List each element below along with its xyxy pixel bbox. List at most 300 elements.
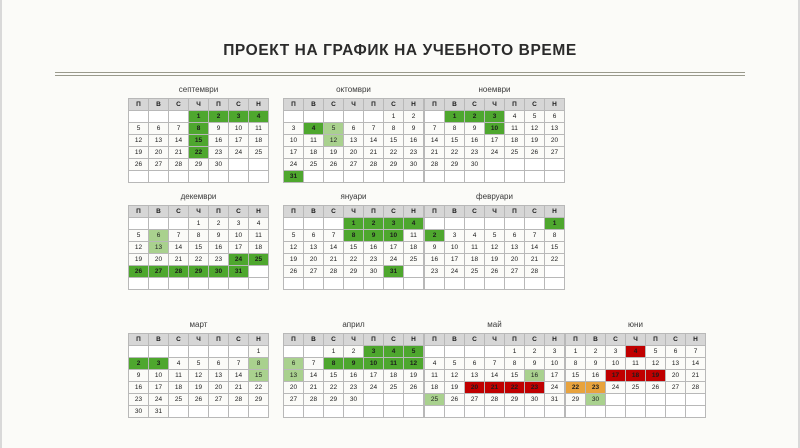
day-cell[interactable]: 25 [169,394,189,406]
day-cell[interactable]: 11 [249,123,269,135]
day-cell[interactable]: 18 [505,135,525,147]
day-cell[interactable]: 28 [169,266,189,278]
day-cell[interactable]: 8 [505,358,525,370]
day-cell[interactable]: 19 [404,370,424,382]
day-cell[interactable]: 22 [189,147,209,159]
day-cell[interactable]: 22 [344,254,364,266]
day-cell[interactable]: 27 [465,394,485,406]
day-cell[interactable]: 5 [324,123,344,135]
day-cell[interactable]: 2 [129,358,149,370]
day-cell[interactable]: 19 [485,254,505,266]
day-cell[interactable]: 7 [485,358,505,370]
day-cell[interactable]: 11 [404,230,424,242]
day-cell[interactable]: 28 [485,394,505,406]
day-cell[interactable]: 5 [445,358,465,370]
day-cell[interactable]: 22 [384,147,404,159]
day-cell[interactable]: 14 [485,370,505,382]
day-cell[interactable]: 15 [189,242,209,254]
day-cell[interactable]: 7 [525,230,545,242]
day-cell[interactable]: 19 [525,135,545,147]
day-cell[interactable]: 25 [505,147,525,159]
day-cell[interactable]: 5 [646,346,666,358]
day-cell[interactable]: 23 [465,147,485,159]
day-cell[interactable]: 10 [384,230,404,242]
day-cell[interactable]: 3 [149,358,169,370]
day-cell[interactable]: 17 [149,382,169,394]
day-cell[interactable]: 23 [129,394,149,406]
day-cell[interactable]: 20 [209,382,229,394]
day-cell[interactable]: 21 [525,254,545,266]
day-cell[interactable]: 8 [545,230,565,242]
day-cell[interactable]: 15 [324,370,344,382]
day-cell[interactable]: 24 [606,382,626,394]
day-cell[interactable]: 7 [425,123,445,135]
day-cell[interactable]: 1 [189,218,209,230]
day-cell[interactable]: 25 [425,394,445,406]
day-cell[interactable]: 30 [364,266,384,278]
day-cell[interactable]: 28 [364,159,384,171]
day-cell[interactable]: 18 [425,382,445,394]
day-cell[interactable]: 29 [324,394,344,406]
day-cell[interactable]: 4 [304,123,324,135]
day-cell[interactable]: 14 [364,135,384,147]
day-cell[interactable]: 30 [209,159,229,171]
day-cell[interactable]: 7 [686,346,706,358]
day-cell[interactable]: 18 [626,370,646,382]
day-cell[interactable]: 16 [364,242,384,254]
day-cell[interactable]: 26 [646,382,666,394]
day-cell[interactable]: 17 [284,147,304,159]
day-cell[interactable]: 27 [209,394,229,406]
day-cell[interactable]: 14 [686,358,706,370]
day-cell[interactable]: 14 [229,370,249,382]
day-cell[interactable]: 14 [324,242,344,254]
day-cell[interactable]: 27 [149,159,169,171]
day-cell[interactable]: 22 [324,382,344,394]
day-cell[interactable]: 25 [465,266,485,278]
day-cell[interactable]: 9 [525,358,545,370]
day-cell[interactable]: 11 [304,135,324,147]
day-cell[interactable]: 6 [209,358,229,370]
day-cell[interactable]: 15 [545,242,565,254]
day-cell[interactable]: 1 [384,111,404,123]
day-cell[interactable]: 1 [189,111,209,123]
day-cell[interactable]: 25 [384,382,404,394]
day-cell[interactable]: 10 [445,242,465,254]
day-cell[interactable]: 20 [465,382,485,394]
day-cell[interactable]: 6 [304,230,324,242]
day-cell[interactable]: 31 [284,171,304,183]
day-cell[interactable]: 6 [344,123,364,135]
day-cell[interactable]: 12 [445,370,465,382]
day-cell[interactable]: 26 [129,159,149,171]
day-cell[interactable]: 11 [169,370,189,382]
day-cell[interactable]: 2 [465,111,485,123]
day-cell[interactable]: 24 [284,159,304,171]
day-cell[interactable]: 7 [324,230,344,242]
day-cell[interactable]: 22 [249,382,269,394]
day-cell[interactable]: 14 [304,370,324,382]
day-cell[interactable]: 25 [304,159,324,171]
day-cell[interactable]: 18 [249,242,269,254]
day-cell[interactable]: 10 [149,370,169,382]
day-cell[interactable]: 28 [169,159,189,171]
day-cell[interactable]: 3 [545,346,565,358]
day-cell[interactable]: 16 [465,135,485,147]
day-cell[interactable]: 11 [626,358,646,370]
day-cell[interactable]: 6 [149,230,169,242]
day-cell[interactable]: 21 [304,382,324,394]
day-cell[interactable]: 5 [189,358,209,370]
day-cell[interactable]: 13 [284,370,304,382]
day-cell[interactable]: 23 [425,266,445,278]
day-cell[interactable]: 19 [129,254,149,266]
day-cell[interactable]: 21 [364,147,384,159]
day-cell[interactable]: 10 [606,358,626,370]
day-cell[interactable]: 2 [209,111,229,123]
day-cell[interactable]: 19 [646,370,666,382]
day-cell[interactable]: 23 [404,147,424,159]
day-cell[interactable]: 15 [249,370,269,382]
day-cell[interactable]: 21 [686,370,706,382]
day-cell[interactable]: 23 [586,382,606,394]
day-cell[interactable]: 8 [189,230,209,242]
day-cell[interactable]: 12 [646,358,666,370]
day-cell[interactable]: 17 [545,370,565,382]
day-cell[interactable]: 16 [404,135,424,147]
day-cell[interactable]: 6 [545,111,565,123]
day-cell[interactable]: 2 [525,346,545,358]
day-cell[interactable]: 27 [545,147,565,159]
day-cell[interactable]: 2 [344,346,364,358]
day-cell[interactable]: 21 [229,382,249,394]
day-cell[interactable]: 16 [209,242,229,254]
day-cell[interactable]: 10 [485,123,505,135]
day-cell[interactable]: 12 [485,242,505,254]
day-cell[interactable]: 11 [249,230,269,242]
day-cell[interactable]: 16 [344,370,364,382]
day-cell[interactable]: 6 [284,358,304,370]
day-cell[interactable]: 10 [229,123,249,135]
day-cell[interactable]: 4 [465,230,485,242]
day-cell[interactable]: 26 [129,266,149,278]
day-cell[interactable]: 18 [249,135,269,147]
day-cell[interactable]: 20 [545,135,565,147]
day-cell[interactable]: 20 [149,254,169,266]
day-cell[interactable]: 13 [545,123,565,135]
day-cell[interactable]: 4 [384,346,404,358]
day-cell[interactable]: 9 [425,242,445,254]
day-cell[interactable]: 13 [666,358,686,370]
day-cell[interactable]: 14 [525,242,545,254]
day-cell[interactable]: 17 [384,242,404,254]
day-cell[interactable]: 4 [249,111,269,123]
day-cell[interactable]: 26 [189,394,209,406]
day-cell[interactable]: 29 [344,266,364,278]
day-cell[interactable]: 9 [129,370,149,382]
day-cell[interactable]: 13 [149,135,169,147]
day-cell[interactable]: 16 [129,382,149,394]
day-cell[interactable]: 3 [229,111,249,123]
day-cell[interactable]: 5 [129,230,149,242]
day-cell[interactable]: 9 [586,358,606,370]
day-cell[interactable]: 1 [545,218,565,230]
day-cell[interactable]: 12 [525,123,545,135]
day-cell[interactable]: 1 [566,346,586,358]
day-cell[interactable]: 14 [169,135,189,147]
day-cell[interactable]: 3 [384,218,404,230]
day-cell[interactable]: 7 [169,230,189,242]
day-cell[interactable]: 9 [465,123,485,135]
day-cell[interactable]: 19 [445,382,465,394]
day-cell[interactable]: 13 [149,242,169,254]
day-cell[interactable]: 4 [425,358,445,370]
day-cell[interactable]: 20 [505,254,525,266]
day-cell[interactable]: 3 [445,230,465,242]
day-cell[interactable]: 1 [344,218,364,230]
day-cell[interactable]: 29 [445,159,465,171]
day-cell[interactable]: 19 [189,382,209,394]
day-cell[interactable]: 13 [304,242,324,254]
day-cell[interactable]: 12 [324,135,344,147]
day-cell[interactable]: 2 [364,218,384,230]
day-cell[interactable]: 28 [425,159,445,171]
day-cell[interactable]: 9 [344,358,364,370]
day-cell[interactable]: 30 [344,394,364,406]
day-cell[interactable]: 1 [324,346,344,358]
day-cell[interactable]: 26 [324,159,344,171]
day-cell[interactable]: 22 [505,382,525,394]
day-cell[interactable]: 15 [344,242,364,254]
day-cell[interactable]: 29 [189,266,209,278]
day-cell[interactable]: 15 [445,135,465,147]
day-cell[interactable]: 7 [364,123,384,135]
day-cell[interactable]: 29 [189,159,209,171]
day-cell[interactable]: 17 [606,370,626,382]
day-cell[interactable]: 1 [505,346,525,358]
day-cell[interactable]: 9 [404,123,424,135]
day-cell[interactable]: 11 [384,358,404,370]
day-cell[interactable]: 3 [284,123,304,135]
day-cell[interactable]: 29 [384,159,404,171]
day-cell[interactable]: 27 [344,159,364,171]
day-cell[interactable]: 4 [169,358,189,370]
day-cell[interactable]: 30 [465,159,485,171]
day-cell[interactable]: 30 [129,406,149,418]
day-cell[interactable]: 3 [229,218,249,230]
day-cell[interactable]: 11 [425,370,445,382]
day-cell[interactable]: 23 [525,382,545,394]
day-cell[interactable]: 4 [626,346,646,358]
day-cell[interactable]: 5 [404,346,424,358]
day-cell[interactable]: 14 [425,135,445,147]
day-cell[interactable]: 27 [149,266,169,278]
day-cell[interactable]: 18 [384,370,404,382]
day-cell[interactable]: 16 [425,254,445,266]
day-cell[interactable]: 26 [485,266,505,278]
day-cell[interactable]: 8 [189,123,209,135]
day-cell[interactable]: 12 [189,370,209,382]
day-cell[interactable]: 9 [209,230,229,242]
day-cell[interactable]: 20 [284,382,304,394]
day-cell[interactable]: 10 [364,358,384,370]
day-cell[interactable]: 17 [229,242,249,254]
day-cell[interactable]: 2 [425,230,445,242]
day-cell[interactable]: 4 [404,218,424,230]
day-cell[interactable]: 26 [445,394,465,406]
day-cell[interactable]: 23 [364,254,384,266]
day-cell[interactable]: 2 [209,218,229,230]
day-cell[interactable]: 30 [209,266,229,278]
day-cell[interactable]: 11 [505,123,525,135]
day-cell[interactable]: 23 [209,147,229,159]
day-cell[interactable]: 9 [209,123,229,135]
day-cell[interactable]: 30 [586,394,606,406]
day-cell[interactable]: 28 [229,394,249,406]
day-cell[interactable]: 7 [304,358,324,370]
day-cell[interactable]: 6 [505,230,525,242]
day-cell[interactable]: 25 [626,382,646,394]
day-cell[interactable]: 12 [129,242,149,254]
day-cell[interactable]: 8 [384,123,404,135]
day-cell[interactable]: 24 [229,254,249,266]
day-cell[interactable]: 4 [505,111,525,123]
day-cell[interactable]: 28 [686,382,706,394]
day-cell[interactable]: 1 [445,111,465,123]
day-cell[interactable]: 20 [666,370,686,382]
day-cell[interactable]: 19 [129,147,149,159]
day-cell[interactable]: 20 [344,147,364,159]
day-cell[interactable]: 28 [525,266,545,278]
day-cell[interactable]: 10 [229,230,249,242]
day-cell[interactable]: 3 [606,346,626,358]
day-cell[interactable]: 29 [505,394,525,406]
day-cell[interactable]: 25 [249,147,269,159]
day-cell[interactable]: 11 [465,242,485,254]
day-cell[interactable]: 16 [586,370,606,382]
day-cell[interactable]: 12 [129,135,149,147]
day-cell[interactable]: 26 [525,147,545,159]
day-cell[interactable]: 10 [284,135,304,147]
day-cell[interactable]: 25 [249,254,269,266]
day-cell[interactable]: 29 [566,394,586,406]
day-cell[interactable]: 24 [149,394,169,406]
day-cell[interactable]: 2 [404,111,424,123]
day-cell[interactable]: 6 [149,123,169,135]
day-cell[interactable]: 5 [525,111,545,123]
day-cell[interactable]: 3 [364,346,384,358]
day-cell[interactable]: 15 [189,135,209,147]
day-cell[interactable]: 21 [324,254,344,266]
day-cell[interactable]: 4 [249,218,269,230]
day-cell[interactable]: 13 [465,370,485,382]
day-cell[interactable]: 8 [344,230,364,242]
day-cell[interactable]: 30 [525,394,545,406]
day-cell[interactable]: 16 [209,135,229,147]
day-cell[interactable]: 8 [324,358,344,370]
day-cell[interactable]: 15 [505,370,525,382]
day-cell[interactable]: 17 [485,135,505,147]
day-cell[interactable]: 26 [404,382,424,394]
day-cell[interactable]: 21 [425,147,445,159]
day-cell[interactable]: 21 [169,254,189,266]
day-cell[interactable]: 22 [189,254,209,266]
day-cell[interactable]: 18 [304,147,324,159]
day-cell[interactable]: 27 [505,266,525,278]
day-cell[interactable]: 22 [445,147,465,159]
day-cell[interactable]: 14 [169,242,189,254]
day-cell[interactable]: 17 [229,135,249,147]
day-cell[interactable]: 8 [445,123,465,135]
day-cell[interactable]: 8 [249,358,269,370]
day-cell[interactable]: 22 [545,254,565,266]
day-cell[interactable]: 19 [284,254,304,266]
day-cell[interactable]: 17 [445,254,465,266]
day-cell[interactable]: 12 [404,358,424,370]
day-cell[interactable]: 28 [304,394,324,406]
day-cell[interactable]: 1 [249,346,269,358]
day-cell[interactable]: 24 [445,266,465,278]
day-cell[interactable]: 22 [566,382,586,394]
day-cell[interactable]: 2 [586,346,606,358]
day-cell[interactable]: 18 [404,242,424,254]
day-cell[interactable]: 24 [364,382,384,394]
day-cell[interactable]: 20 [304,254,324,266]
day-cell[interactable]: 26 [284,266,304,278]
day-cell[interactable]: 31 [229,266,249,278]
day-cell[interactable]: 13 [505,242,525,254]
day-cell[interactable]: 5 [284,230,304,242]
day-cell[interactable]: 31 [149,406,169,418]
day-cell[interactable]: 3 [485,111,505,123]
day-cell[interactable]: 18 [169,382,189,394]
day-cell[interactable]: 23 [209,254,229,266]
day-cell[interactable]: 7 [229,358,249,370]
day-cell[interactable]: 13 [209,370,229,382]
day-cell[interactable]: 16 [525,370,545,382]
day-cell[interactable]: 12 [284,242,304,254]
day-cell[interactable]: 25 [404,254,424,266]
day-cell[interactable]: 27 [284,394,304,406]
day-cell[interactable]: 31 [384,266,404,278]
day-cell[interactable]: 30 [404,159,424,171]
day-cell[interactable]: 7 [169,123,189,135]
day-cell[interactable]: 24 [229,147,249,159]
day-cell[interactable]: 21 [485,382,505,394]
day-cell[interactable]: 10 [545,358,565,370]
day-cell[interactable]: 20 [149,147,169,159]
day-cell[interactable]: 13 [344,135,364,147]
day-cell[interactable]: 15 [566,370,586,382]
day-cell[interactable]: 6 [465,358,485,370]
day-cell[interactable]: 29 [249,394,269,406]
day-cell[interactable]: 19 [324,147,344,159]
day-cell[interactable]: 28 [324,266,344,278]
day-cell[interactable]: 24 [545,382,565,394]
day-cell[interactable]: 31 [545,394,565,406]
day-cell[interactable]: 24 [384,254,404,266]
day-cell[interactable]: 5 [129,123,149,135]
day-cell[interactable]: 27 [304,266,324,278]
day-cell[interactable]: 23 [344,382,364,394]
day-cell[interactable]: 6 [666,346,686,358]
day-cell[interactable]: 5 [485,230,505,242]
day-cell[interactable]: 8 [566,358,586,370]
day-cell[interactable]: 27 [666,382,686,394]
day-cell[interactable]: 18 [465,254,485,266]
day-cell[interactable]: 21 [169,147,189,159]
day-cell[interactable]: 9 [364,230,384,242]
